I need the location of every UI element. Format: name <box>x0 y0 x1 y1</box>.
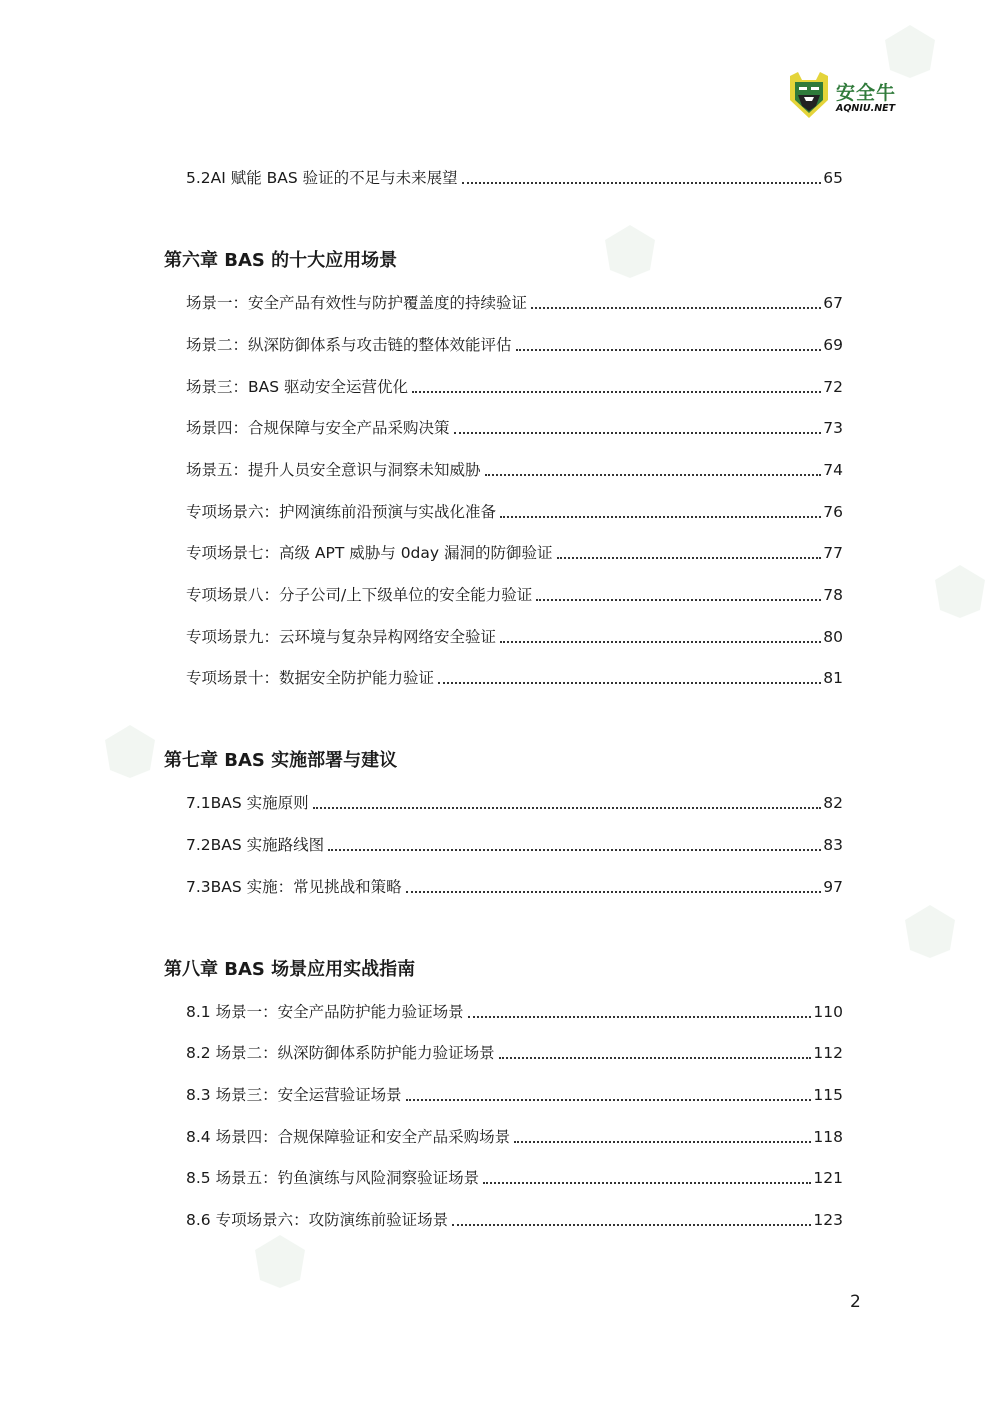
toc-leader-dots <box>462 181 822 184</box>
page-number: 2 <box>850 1292 861 1312</box>
toc-entry[interactable] <box>186 1125 843 1149</box>
toc-entry-title: 场景三：BAS 驱动安全运营优化 <box>186 378 409 396</box>
toc-entry[interactable] <box>186 875 843 899</box>
toc-entry-title: 7.2BAS 实施路线图 <box>186 836 325 854</box>
toc-entry-title: 场景二：纵深防御体系与攻击链的整体效能评估 <box>186 336 512 354</box>
toc-entry[interactable] <box>186 1208 843 1232</box>
toc-entry[interactable] <box>186 791 843 815</box>
toc-entry-page: 77 <box>823 544 843 562</box>
toc-entry-page: 80 <box>823 628 843 646</box>
logo <box>786 70 906 122</box>
toc-entry[interactable] <box>186 333 843 357</box>
toc-entry[interactable] <box>186 500 843 524</box>
toc-entry-page: 118 <box>813 1128 843 1146</box>
toc-entry-title: 8.3 场景三：安全运营验证场景 <box>186 1086 402 1104</box>
toc-entry-page: 82 <box>823 794 843 812</box>
watermark-icon <box>250 1230 310 1290</box>
toc-entry[interactable] <box>186 416 843 440</box>
toc-leader-dots <box>499 1056 812 1059</box>
toc-entry-page: 72 <box>823 378 843 396</box>
toc-entry-page: 73 <box>823 419 843 437</box>
toc-entry-title: 场景四：合规保障与安全产品采购决策 <box>186 419 450 437</box>
toc-entry-page: 110 <box>813 1003 843 1021</box>
toc-entry-title: 8.6 专项场景六：攻防演练前验证场景 <box>186 1211 449 1229</box>
toc-leader-dots <box>438 681 821 684</box>
toc-leader-dots <box>500 515 821 518</box>
toc-leader-dots <box>536 598 821 601</box>
logo-mascot-icon <box>786 70 832 120</box>
toc-entry-page: 74 <box>823 461 843 479</box>
toc-entry-title: 5.2AI 赋能 BAS 验证的不足与未来展望 <box>186 169 458 187</box>
toc-entry-page: 65 <box>823 169 843 187</box>
toc-leader-dots <box>406 1098 812 1101</box>
toc-leader-dots <box>483 1181 811 1184</box>
toc-entry-page: 83 <box>823 836 843 854</box>
toc-entry-title: 专项场景七：高级 APT 威胁与 0day 漏洞的防御验证 <box>186 544 553 562</box>
toc-leader-dots <box>557 556 822 559</box>
toc-entry[interactable] <box>186 541 843 565</box>
toc-entry-title: 场景五：提升人员安全意识与洞察未知威胁 <box>186 461 481 479</box>
toc-entry-page: 76 <box>823 503 843 521</box>
toc-leader-dots <box>500 640 821 643</box>
toc-entry-page: 121 <box>813 1169 843 1187</box>
toc-entry-page: 67 <box>823 294 843 312</box>
toc-entry[interactable] <box>186 625 843 649</box>
toc-entry[interactable] <box>186 1041 843 1065</box>
toc-entry-title: 专项场景六：护网演练前沿预演与实战化准备 <box>186 503 497 521</box>
toc-leader-dots <box>454 431 822 434</box>
chapter-heading: 第八章 BAS 场景应用实战指南 <box>164 959 416 980</box>
toc-entry-title: 8.5 场景五：钓鱼演练与风险洞察验证场景 <box>186 1169 480 1187</box>
toc-entry-title: 7.1BAS 实施原则 <box>186 794 309 812</box>
toc-entry-page: 97 <box>823 878 843 896</box>
toc-leader-dots <box>468 1015 812 1018</box>
watermark-icon <box>930 560 990 620</box>
logo-name: 安全牛 <box>836 82 897 104</box>
toc-entry[interactable] <box>186 291 843 315</box>
toc-entry[interactable] <box>186 666 843 690</box>
toc-entry[interactable] <box>186 583 843 607</box>
toc-leader-dots <box>313 806 822 809</box>
watermark-icon <box>900 900 960 960</box>
toc-leader-dots <box>514 1140 811 1143</box>
toc-entry[interactable] <box>186 833 843 857</box>
toc-entry[interactable] <box>186 166 843 190</box>
toc-entry-title: 8.2 场景二：纵深防御体系防护能力验证场景 <box>186 1044 495 1062</box>
toc-leader-dots <box>485 473 822 476</box>
toc-leader-dots <box>328 848 821 851</box>
logo-site: AQNIU.NET <box>836 103 896 114</box>
toc-leader-dots <box>406 890 822 893</box>
toc-entry-title: 专项场景十：数据安全防护能力验证 <box>186 669 435 687</box>
toc-entry-page: 115 <box>813 1086 843 1104</box>
watermark-icon <box>100 720 160 780</box>
toc-entry-title: 专项场景八：分子公司/上下级单位的安全能力验证 <box>186 586 533 604</box>
toc-entry-title: 场景一：安全产品有效性与防护覆盖度的持续验证 <box>186 294 528 312</box>
toc-entry[interactable] <box>186 375 843 399</box>
toc-entry[interactable] <box>186 1083 843 1107</box>
toc-entry-page: 78 <box>823 586 843 604</box>
toc-entry[interactable] <box>186 458 843 482</box>
toc-entry-page: 69 <box>823 336 843 354</box>
toc-leader-dots <box>452 1223 811 1226</box>
toc-entry-title: 专项场景九：云环境与复杂异构网络安全验证 <box>186 628 497 646</box>
toc-entry-title: 7.3BAS 实施：常见挑战和策略 <box>186 878 402 896</box>
toc-entry-page: 123 <box>813 1211 843 1229</box>
toc-entry-title: 8.1 场景一：安全产品防护能力验证场景 <box>186 1003 464 1021</box>
toc-leader-dots <box>412 390 821 393</box>
toc-entry-title: 8.4 场景四：合规保障验证和安全产品采购场景 <box>186 1128 511 1146</box>
chapter-heading: 第六章 BAS 的十大应用场景 <box>164 250 398 271</box>
chapter-heading: 第七章 BAS 实施部署与建议 <box>164 750 398 771</box>
toc-entry[interactable] <box>186 1166 843 1190</box>
toc-entry[interactable] <box>186 1000 843 1024</box>
toc-entry-page: 112 <box>813 1044 843 1062</box>
watermark-icon <box>600 220 660 280</box>
toc-entry-page: 81 <box>823 669 843 687</box>
toc-leader-dots <box>516 348 822 351</box>
toc-leader-dots <box>531 306 821 309</box>
